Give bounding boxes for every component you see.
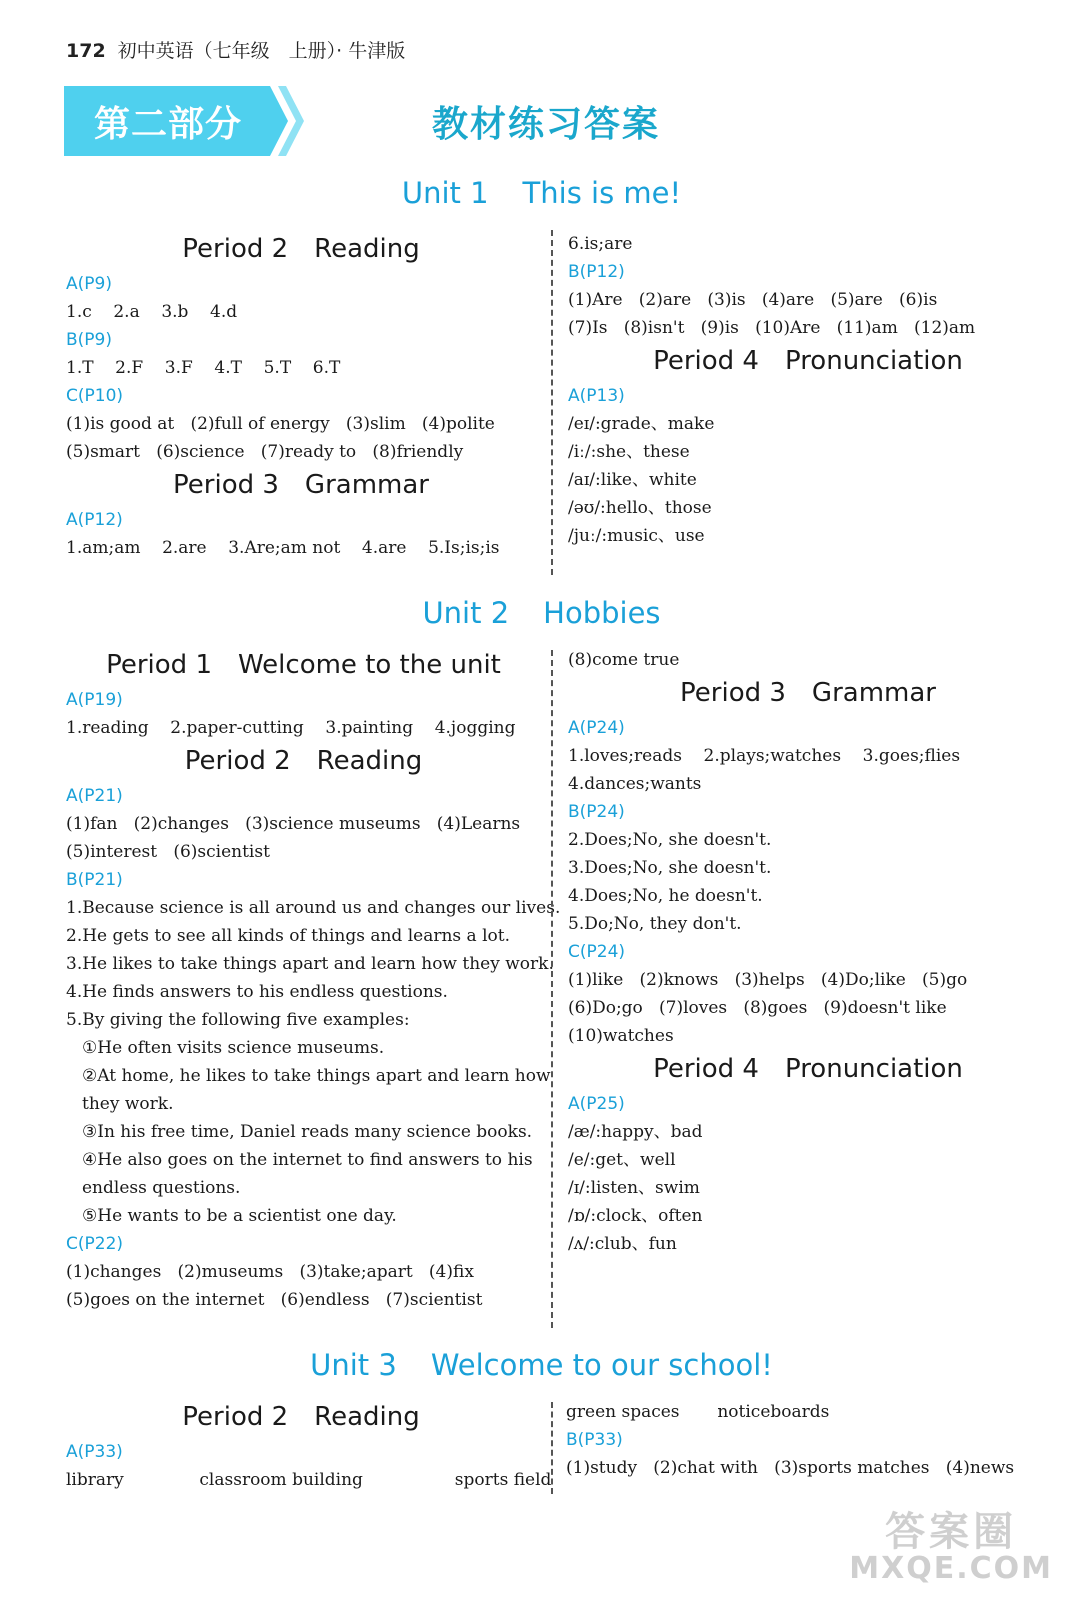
period-topic: Reading — [314, 1402, 420, 1432]
exercise-label: B(P33) — [566, 1430, 623, 1450]
answer-line: /eɪ/:grade、make — [568, 414, 715, 434]
answer-line: ③In his free time, Daniel reads many science books. — [82, 1122, 533, 1142]
answer-line: 1.T 2.F 3.F 4.T 5.T 6.T — [66, 358, 341, 378]
section-title: 教材练习答案 — [432, 104, 661, 145]
answer-line: (1)study (2)chat with (3)sports matches (4)news — [566, 1458, 1015, 1478]
exercise-label: C(P22) — [66, 1234, 124, 1254]
exercise-label: B(P12) — [568, 262, 625, 282]
period-topic: Pronunciation — [784, 346, 963, 376]
answer-line: (5)interest (6)scientist — [66, 842, 270, 862]
book-title: 初中英语（七年级 上册）· 牛津版 — [117, 40, 406, 62]
watermark-url: MXQE.COM — [849, 1551, 1053, 1586]
period-heading — [568, 1054, 1048, 1084]
period-topic: Grammar — [811, 678, 936, 708]
period-number: Period 2 — [182, 1402, 289, 1432]
answer-line: 2.Does;No, she doesn't. — [568, 830, 772, 850]
answer-line: ②At home, he likes to take things apart and learn how — [82, 1066, 551, 1086]
unit-3-left-column — [66, 1398, 552, 1494]
answer-line: 1.loves;reads 2.plays;watches 3.goes;flies — [568, 746, 961, 766]
column-divider — [551, 1402, 553, 1494]
period-number: Period 4 — [653, 346, 759, 376]
unit-2-right-column — [568, 646, 1048, 1258]
watermark-text: 答案圈 — [885, 1509, 1018, 1555]
answer-line: 3.Does;No, she doesn't. — [568, 858, 772, 878]
answer-line: 1.reading 2.paper-cutting 3.painting 4.jogging — [66, 718, 516, 738]
column-divider — [551, 230, 553, 575]
period-topic: Reading — [316, 746, 423, 776]
period-number: Period 4 — [653, 1054, 759, 1084]
exercise-label: A(P25) — [568, 1094, 625, 1114]
unit-name: This is me! — [522, 176, 682, 210]
period-number: Period 2 — [182, 234, 289, 264]
answer-line: 1.c 2.a 3.b 4.d — [66, 302, 238, 322]
answer-line: (6)Do;go (7)loves (8)goes (9)doesn't like — [568, 998, 947, 1018]
section-label: 第二部分 — [94, 104, 243, 145]
period-topic: Grammar — [304, 470, 429, 500]
answer-line: (7)Is (8)isn't (9)is (10)Are (11)am (12)am — [568, 318, 976, 338]
exercise-label: C(P24) — [568, 942, 626, 962]
period-number: Period 3 — [173, 470, 279, 500]
unit-1-right-column — [568, 230, 1048, 550]
period-heading — [568, 346, 1048, 376]
period-heading — [66, 746, 541, 776]
answer-line: (5)goes on the internet (6)endless (7)scientist — [66, 1290, 483, 1310]
answer-line: /iː/:she、these — [568, 442, 690, 462]
period-heading — [66, 1402, 536, 1432]
answer-line: /ʌ/:club、fun — [568, 1234, 677, 1254]
exercise-label: B(P21) — [66, 870, 123, 890]
period-heading — [66, 650, 541, 680]
exercise-label: B(P24) — [568, 802, 625, 822]
unit-number: Unit 1 — [401, 176, 489, 210]
answer-line: 4.Does;No, he doesn't. — [568, 886, 763, 906]
answer-line: they work. — [82, 1094, 174, 1114]
unit-3-right-column — [566, 1398, 1046, 1482]
answer-line: 5.By giving the following five examples: — [66, 1010, 410, 1030]
period-heading — [66, 234, 536, 264]
page-header — [66, 36, 405, 63]
exercise-label: A(P19) — [66, 690, 123, 710]
period-number: Period 1 — [106, 650, 212, 680]
exercise-label: A(P24) — [568, 718, 625, 738]
answer-line: (10)watches — [568, 1026, 674, 1046]
unit-2-title — [0, 596, 1083, 630]
answer-line: /ɒ/:clock、often — [568, 1206, 703, 1226]
unit-2-left-column — [66, 646, 561, 1314]
answer-line: /əʊ/:hello、those — [568, 498, 712, 518]
answer-line: 1.Because science is all around us and changes our lives. — [66, 898, 561, 918]
answer-line: (1)Are (2)are (3)is (4)are (5)are (6)is — [568, 290, 938, 310]
period-topic: Welcome to the unit — [238, 650, 501, 680]
answer-line: 4.dances;wants — [568, 774, 702, 794]
answer-line: /aɪ/:like、white — [568, 470, 697, 490]
answer-line: ④He also goes on the internet to find answers to his — [82, 1150, 533, 1170]
exercise-label: B(P9) — [66, 330, 112, 350]
period-heading — [568, 678, 1048, 708]
period-number: Period 2 — [184, 746, 291, 776]
answer-line: (1)changes (2)museums (3)take;apart (4)fix — [66, 1262, 474, 1282]
unit-number: Unit 2 — [422, 596, 510, 630]
answer-line: ①He often visits science museums. — [82, 1038, 385, 1058]
answer-line: ⑤He wants to be a scientist one day. — [82, 1206, 397, 1226]
answer-line: 6.is;are — [568, 234, 633, 254]
answer-line: (5)smart (6)science (7)ready to (8)friendly — [66, 442, 464, 462]
answer-line: /juː/:music、use — [568, 526, 705, 546]
answer-line: /æ/:happy、bad — [568, 1122, 703, 1142]
exercise-label: A(P21) — [66, 786, 123, 806]
column-divider — [551, 650, 553, 1328]
exercise-label: A(P33) — [66, 1442, 123, 1462]
answer-line: /e/:get、well — [568, 1150, 676, 1170]
period-topic: Pronunciation — [784, 1054, 963, 1084]
answer-line: library classroom building sports field — [66, 1470, 552, 1490]
unit-3-title — [0, 1348, 1083, 1382]
unit-number: Unit 3 — [310, 1348, 397, 1382]
answer-line: 3.He likes to take things apart and learn how they work. — [66, 954, 554, 974]
exercise-label: C(P10) — [66, 386, 124, 406]
exercise-label: A(P9) — [66, 274, 112, 294]
unit-1-left-column — [66, 230, 536, 562]
answer-line: endless questions. — [82, 1178, 241, 1198]
unit-1-title — [0, 176, 1083, 210]
page-number: 172 — [66, 40, 106, 62]
answer-line: 5.Do;No, they don't. — [568, 914, 742, 934]
watermark — [849, 1500, 1053, 1586]
answer-line: (1)like (2)knows (3)helps (4)Do;like (5)go — [568, 970, 968, 990]
period-heading — [66, 470, 536, 500]
answer-line: 1.am;am 2.are 3.Are;am not 4.are 5.Is;is;is — [66, 538, 500, 558]
unit-name: Welcome to our school! — [430, 1348, 773, 1382]
answer-line: (8)come true — [568, 650, 680, 670]
period-number: Period 3 — [680, 678, 786, 708]
period-topic: Reading — [314, 234, 420, 264]
answer-line: (1)is good at (2)full of energy (3)slim (4)polite — [66, 414, 495, 434]
answer-line: /ɪ/:listen、swim — [568, 1178, 700, 1198]
exercise-label: A(P12) — [66, 510, 123, 530]
answer-line: 4.He finds answers to his endless questions. — [66, 982, 448, 1002]
answer-line: green spaces noticeboards — [566, 1402, 830, 1422]
exercise-label: A(P13) — [568, 386, 625, 406]
answer-line: (1)fan (2)changes (3)science museums (4)Learns — [66, 814, 521, 834]
answer-line: 2.He gets to see all kinds of things and learns a lot. — [66, 926, 511, 946]
unit-name: Hobbies — [543, 596, 661, 630]
